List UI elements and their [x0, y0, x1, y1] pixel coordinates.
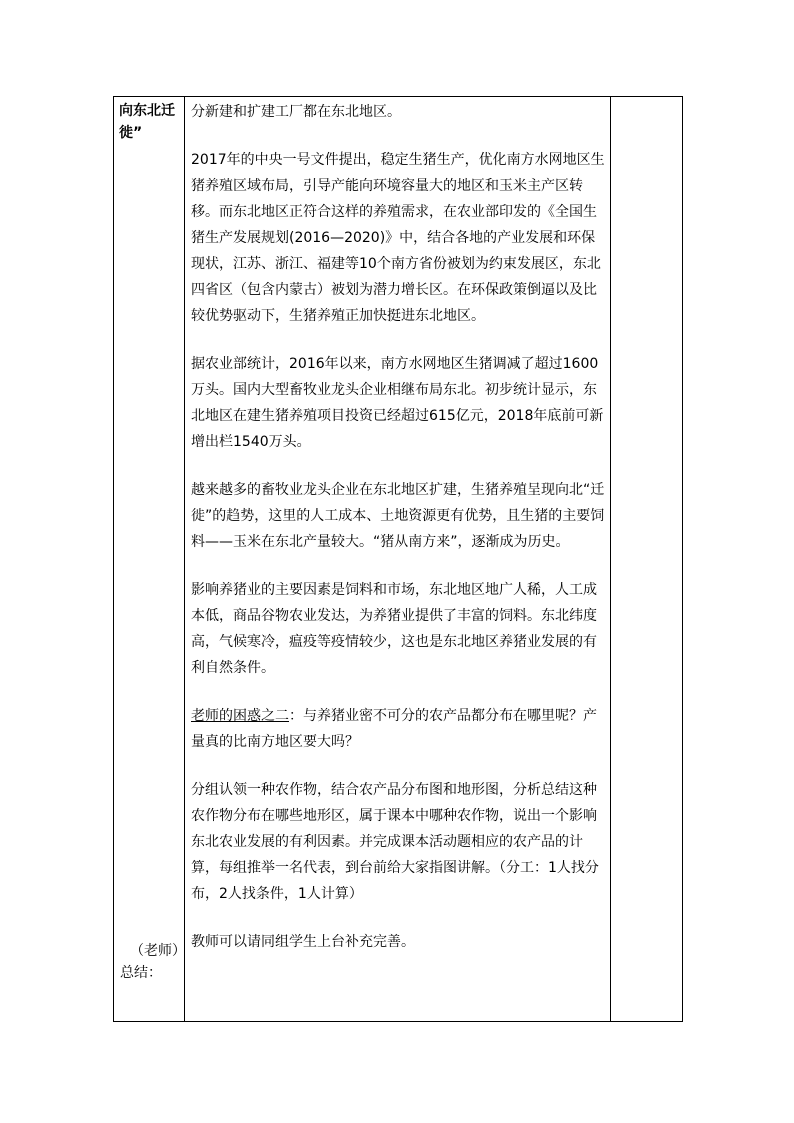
content-body: [185, 97, 610, 955]
paragraph-4: 越来越多的畜牧业龙头企业在东北地区扩建，生猪养殖呈现向北“迁徙”的趋势，这里的人工成本、土地资源更有优势，且生猪的主要饲料——玉米在东北产量较大。“猪从南方来”，逐渐成为历史。: [191, 482, 605, 550]
summary-label-line-1: （老师）: [130, 943, 186, 959]
paragraph-1: 分新建和扩建工厂都在东北地区。: [191, 104, 401, 120]
paragraph-8: 教师可以请同组学生上台补充完善。: [191, 934, 415, 950]
lesson-plan-table: [113, 96, 683, 1022]
paragraph-6: [191, 703, 606, 755]
summary-label: [120, 940, 184, 984]
paragraph-3: 据农业部统计，2016年以来，南方水网地区生猪调减了超过1600万头。国内大型畜牧业龙头企业相继布局东北。初步统计显示，东北地区在建生猪养殖项目投资已经超过615亿元，2018年底前可新增出栏1540万头。: [191, 356, 604, 450]
paragraph-7: 分组认领一种农作物，结合农产品分布图和地形图，分析总结这种农作物分布在哪些地形区，属于课本中哪种农作物，说出一个影响东北农业发展的有利因素。并完成课本活动题相应的农产品的计算，每组推举一名代表，到台前给大家指图讲解。（分工：1人找分布，2人找条件，1人计算）: [191, 782, 599, 902]
stage-title-line-1: 向东北迁: [119, 103, 175, 119]
paragraph-5: 影响养猪业的主要因素是饲料和市场，东北地区地广人稀，人工成本低，商品谷物农业发达，为养猪业提供了丰富的饲料。东北纬度高，气候寒冷，瘟疫等疫情较少，这也是东北地区养猪业发展的有利自然条件。: [191, 582, 597, 676]
notes-column-cell: [611, 97, 683, 1022]
content-column-cell: [185, 97, 611, 1022]
paragraph-2: 2017年的中央一号文件提出，稳定生猪生产，优化南方水网地区生猪养殖区域布局，引导产能向环境容量大的地区和玉米主产区转移。而东北地区正符合这样的养殖需求，在农业部印发的《全国生猪生产发展规划(2016—2020)》中，结合各地的产业发展和环保现状，江苏、浙江、福建等10个南方省份被划为约束发展区，东北四省区（包含内蒙古）被划为潜力增长区。在环保政策倒逼以及比较优势驱动下，生猪养殖正加快挺进东北地区。: [191, 152, 605, 324]
stage-title-line-2: 徙”: [119, 125, 143, 141]
stage-column-cell: [114, 97, 185, 1022]
table-row: [114, 97, 683, 1022]
stage-title: [114, 97, 184, 144]
summary-label-line-2: 总结：: [120, 965, 162, 981]
teacher-question-text: ：与养猪业密不可分的农产品都分布在哪里呢？产量真的比南方地区要大吗？: [191, 708, 597, 750]
teacher-question-label: 老师的困惑之二: [191, 708, 289, 724]
